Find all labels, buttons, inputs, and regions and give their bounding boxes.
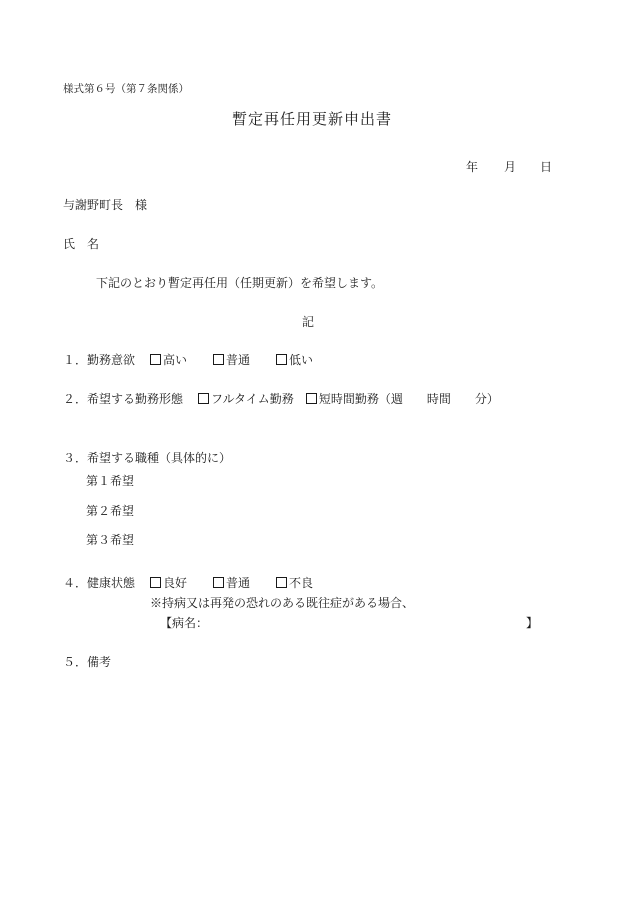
remarks-label: ５．備考	[63, 655, 112, 669]
option-label: 高い	[163, 353, 188, 367]
job-type-label: ３．希望する職種（具体的に）	[63, 451, 232, 465]
job-choice-1-label: 第１希望	[86, 474, 135, 488]
health-options	[150, 576, 313, 590]
checkbox-icon[interactable]	[276, 354, 287, 365]
motivation-option-high[interactable]	[150, 353, 187, 367]
date-month-label: 月	[504, 160, 517, 174]
checkbox-icon[interactable]	[198, 393, 209, 404]
checkbox-icon[interactable]	[213, 577, 224, 588]
disease-name-open: 【病名：	[160, 616, 209, 630]
addressee: 与謝野町長 様	[63, 198, 148, 212]
intro-text: 下記のとおり暫定再任用（任期更新）を希望します。	[96, 276, 384, 290]
form-number: 様式第６号（第７条関係）	[63, 83, 189, 95]
job-choice-2-label: 第２希望	[86, 504, 135, 518]
ki-heading: 記	[302, 315, 315, 329]
option-label: 短時間勤務（週 時間 分）	[318, 392, 499, 406]
health-option-poor[interactable]	[276, 576, 313, 590]
motivation-options	[150, 353, 313, 367]
disease-name-close: 】	[526, 616, 539, 630]
work-style-options	[198, 392, 499, 406]
option-label: 低い	[289, 353, 314, 367]
option-label: 良好	[163, 576, 188, 590]
checkbox-icon[interactable]	[150, 577, 161, 588]
job-choice-3-label: 第３希望	[86, 533, 135, 547]
checkbox-icon[interactable]	[150, 354, 161, 365]
work-style-option-parttime[interactable]	[306, 392, 499, 406]
option-label: 不良	[289, 576, 314, 590]
option-label: 普通	[226, 576, 251, 590]
health-note: ※持病又は再発の恐れのある既往症がある場合、	[150, 596, 415, 610]
work-style-label: ２．希望する勤務形態	[63, 392, 184, 406]
option-label: 普通	[226, 353, 251, 367]
checkbox-icon[interactable]	[306, 393, 317, 404]
document-title: 暫定再任用更新申出書	[232, 110, 393, 128]
work-style-option-fulltime[interactable]	[198, 392, 294, 406]
checkbox-icon[interactable]	[213, 354, 224, 365]
motivation-option-low[interactable]	[276, 353, 313, 367]
option-label: フルタイム勤務	[211, 392, 294, 406]
checkbox-icon[interactable]	[276, 577, 287, 588]
health-label: ４．健康状態	[63, 576, 136, 590]
applicant-name-label: 氏 名	[63, 237, 100, 251]
motivation-label: １．勤務意欲	[63, 353, 136, 367]
date-year-label: 年	[466, 160, 479, 174]
health-option-normal[interactable]	[213, 576, 250, 590]
motivation-option-normal[interactable]	[213, 353, 250, 367]
date-day-label: 日	[540, 160, 553, 174]
health-option-good[interactable]	[150, 576, 187, 590]
